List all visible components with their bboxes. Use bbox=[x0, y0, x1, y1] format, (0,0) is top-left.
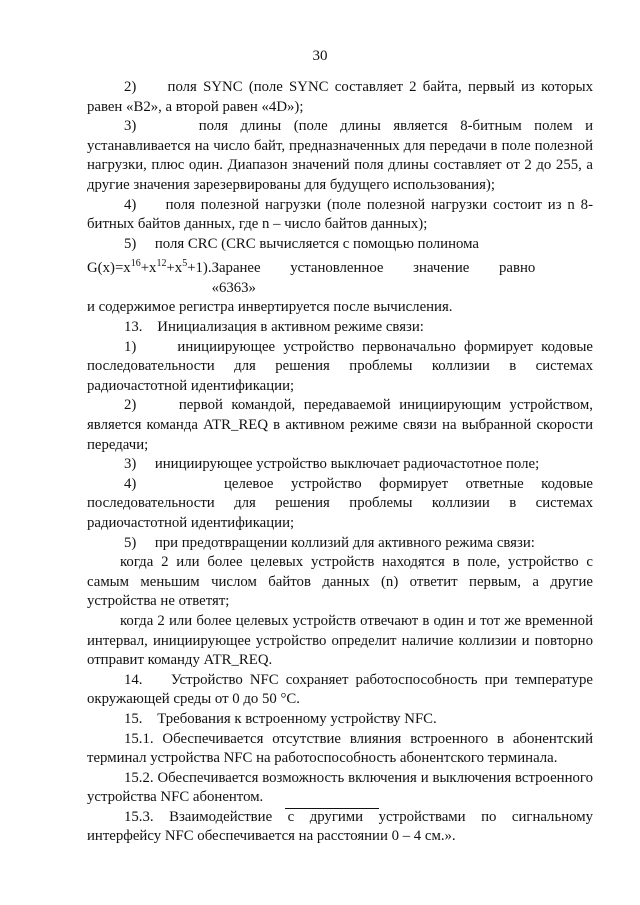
list-item-15-1: 15.1. Обеспечивается отсутствие влияния встроенного в абонентский терминал устройства NFC на работоспособность абонентского терминала. bbox=[87, 730, 593, 767]
paragraph-crc-intro: 5) поля CRC (CRC вычисляется с помощью полинома bbox=[124, 235, 479, 252]
list-item-13-2: 2) первой командой, передаваемой инициирующим устройством, является команда ATR_REQ в активном режиме связи на выбранной скорости передачи; bbox=[87, 397, 593, 453]
end-divider bbox=[285, 808, 379, 809]
paragraph-sync-field: 2) поля SYNC (поле SYNC составляет 2 байта, первый из которых равен «B2», а второй равен «4D»); bbox=[87, 79, 593, 115]
paragraph-payload-field: 4) поля полезной нагрузки (поле полезной нагрузки состоит из n 8-битных байтов данных, где n – число байтов данных); bbox=[87, 196, 593, 233]
paragraph-length-field: 3) поля длины (поле длины является 8-битным полем и устанавливается на число байт, предназначенных для передачи в поле полезной нагрузки, плюс один. Диапазон значений поля длины составляет от 2 до 255, а другие значения зарезервированы для будущего использования); bbox=[87, 118, 593, 193]
section-heading-14: 14. Устройство NFC сохраняет работоспособность при температуре окружающей среды от 0 до 50 °С. bbox=[87, 671, 593, 708]
list-item-13-3: 3) инициирующее устройство выключает радиочастотное поле; bbox=[124, 456, 540, 473]
list-item-15-3: 15.3. Взаимодействие с другими устройствами по сигнальному интерфейсу NFC обеспечивается на расстоянии 0 – 4 см.». bbox=[87, 808, 593, 845]
collision-case-a: когда 2 или более целевых устройств находятся в поле, устройство с самым меньшим числом байтов данных (n) ответит первым, а другие устройства не ответят; bbox=[87, 554, 593, 610]
list-item-13-5: 5) при предотвращении коллизий для активного режима связи: bbox=[124, 534, 535, 551]
document-body bbox=[87, 78, 593, 847]
crc-formula-line bbox=[87, 254, 593, 298]
list-item-13-4: 4) целевое устройство формирует ответные кодовые последовательности для решения проблемы коллизии в системах радиочастотной идентификации; bbox=[87, 475, 593, 531]
page-number: 30 bbox=[312, 48, 328, 64]
section-heading-13: 13. Инициализация в активном режиме связи: bbox=[124, 319, 424, 336]
crc-preset-value: Заранее установленное значение равно «6363» bbox=[211, 260, 536, 296]
collision-case-b: когда 2 или более целевых устройств отвечают в один и тот же временной интервал, инициирующее устройство определит наличие коллизии и повторно отправит команду ATR_REQ. bbox=[87, 612, 593, 669]
paragraph-crc-tail: и содержимое регистра инвертируется после вычисления. bbox=[87, 299, 453, 316]
crc-polynomial: $G(x)=x^{16}+x^{12}+x^5+1$). bbox=[87, 258, 212, 277]
list-item-13-1: 1) инициирующее устройство первоначально формирует кодовые последовательности для решения проблемы коллизии в системах радиочастотной идентификации; bbox=[87, 338, 593, 394]
list-item-15-2: 15.2. Обеспечивается возможность включения и выключения встроенного устройства NFC абонентом. bbox=[87, 769, 593, 806]
section-heading-15: 15. Требования к встроенному устройству NFC. bbox=[124, 710, 437, 727]
